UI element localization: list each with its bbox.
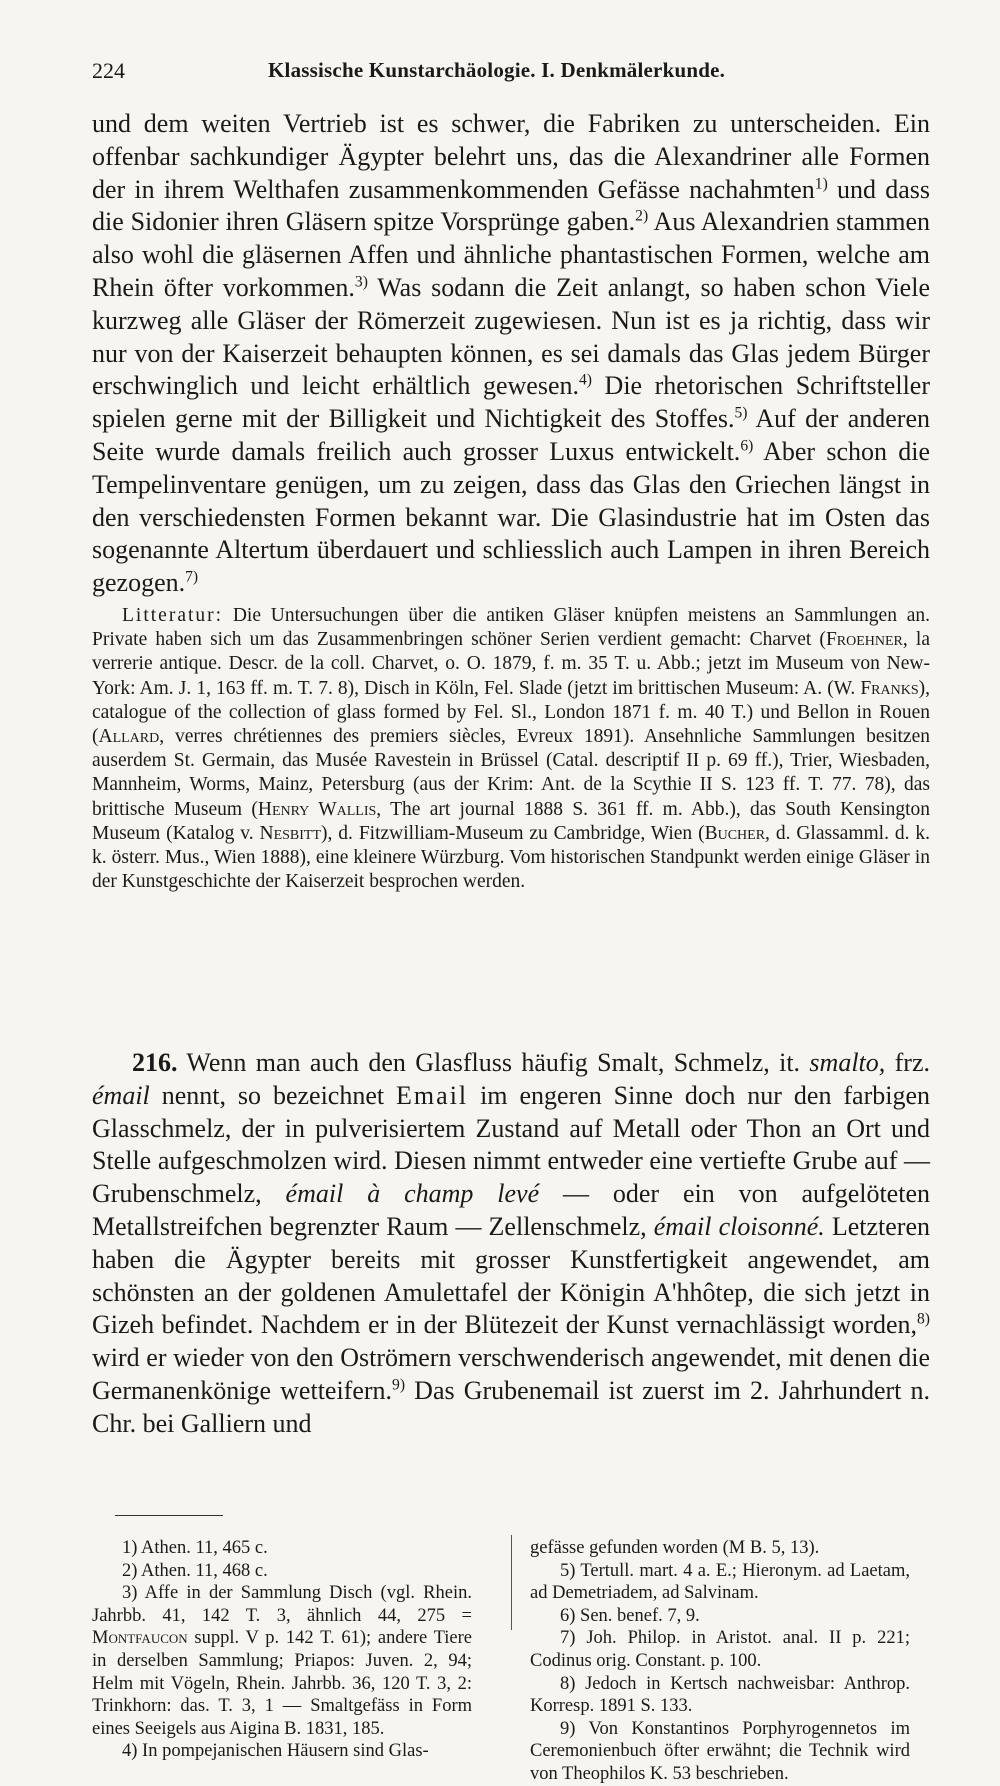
text-segment: , The art journal 1888 S. 361 ff. m. Abb.), das South Kensington Museum (Katalog v. xyxy=(92,798,930,844)
footnote-ref: 4) xyxy=(579,371,592,389)
text-segment: und dem weiten Vertrieb ist es schwer, die Fabriken zu unterscheiden. Ein offenbar sachkundiger Ägypter belehrt uns, das die Alexandriner alle Formen der in ihrem Welthafen zusammenkommenden Gefässe nachahmten xyxy=(92,109,930,204)
text-segment: Letzteren haben die Ägypter bereits mit grosser Kunstfertigkeit angewendet, am schönsten an der goldenen Amulettafel der Königin A'hhôtep, die sich jetzt in Gizeh befindet. Nachdem er in der Blütezeit der Kunst vernachlässigt worden, xyxy=(92,1211,930,1340)
footnote-5: 5) Tertull. mart. 4 a. E.; Hieronym. ad Laetam, ad Demetriadem, ad Salvinam. xyxy=(530,1560,910,1604)
footnote-8: 8) Jedoch in Kertsch nachweisbar: Anthrop. Korresp. 1891 S. 133. xyxy=(530,1673,910,1717)
footnote-ref: 3) xyxy=(354,273,368,291)
text-segment: , la verrerie antique. Descr. de la coll. Charvet, o. O. 1879, f. m. 35 T. u. Abb.; jetzt im Museum von New-York: Am. J. 1, 163 ff. m. T. 7. 8), Disch in Köln, Fel. Slade (jetzt im brittischen Museum: A. (W. xyxy=(92,629,930,699)
author-name: Henry Wallis xyxy=(257,798,377,820)
footnote-3 xyxy=(92,1582,472,1740)
footnote-ref: 9) xyxy=(392,1376,406,1394)
text-segment: ), catalogue of the collection of glass formed by Fel. Sl., London 1871 f. m. 40 T.) und Bellon in Rouen ( xyxy=(92,677,930,748)
spaced-term: Email xyxy=(396,1080,469,1110)
column-divider xyxy=(511,1535,512,1630)
footnote-9: 9) Von Konstantinos Porphyrogennetos im Ceremonienbuch öfter erwähnt; die Technik wird von Theophilos K. 53 beschrieben. xyxy=(530,1718,910,1784)
text-segment: wird er wieder von den Oströmern verschwenderisch angewendet, mit denen die Germanenkönige wetteifern. xyxy=(92,1343,930,1405)
text-segment: 3) Affe in der Sammlung Disch (vgl. Rhein. Jahrbb. 41, 142 T. 3, ähnlich 44, 275 = xyxy=(92,1583,472,1626)
section-216 xyxy=(92,1047,930,1441)
text-segment: — oder ein von aufgelöteten Metallstreifchen begrenzter Raum — Zellenschmelz, xyxy=(92,1179,930,1241)
main-paragraph xyxy=(92,108,930,600)
footnote-4: 4) In pompejanischen Häusern sind Glas- xyxy=(122,1741,429,1762)
footnotes-left-column xyxy=(92,1537,472,1763)
italic-term: émail à champ levé xyxy=(285,1179,540,1209)
footnote-ref: 2) xyxy=(635,207,649,225)
running-title: Klassische Kunstarchäologie. I. Denkmälerkunde. xyxy=(268,58,726,82)
text-segment: Das Grubenemail ist zuerst im 2. Jahrhundert n. Chr. bei Galliern und xyxy=(92,1375,930,1438)
footnote-1: 1) Athen. 11, 465 c. xyxy=(122,1538,268,1558)
section-number: 216. xyxy=(132,1048,178,1077)
page-number: 224 xyxy=(92,58,125,83)
text-segment: Aber schon die Tempelinventare genügen, um zu zeigen, dass das Glas den Griechen längst in den verschiedensten Formen bekannt war. Die Glasindustrie hat im Osten das sogenannte Altertum überdauert und schliesslich auch Lampen in ihren Bereich gezogen. xyxy=(92,436,930,598)
author-name: Froehner xyxy=(825,629,903,651)
author-name: Allard xyxy=(98,726,160,748)
text-segment: im engeren Sinne doch nur den farbigen Glasschmelz, der in pulverisiertem Zustand auf Metall oder Thon an Ort und Stelle aufgeschmolzen wird. Diesen nimmt entweder eine vertiefte Grube auf — Grubenschmelz, xyxy=(92,1080,931,1209)
literature-note xyxy=(92,604,930,894)
author-name: Bucher xyxy=(704,822,766,844)
author-name: Nesbitt xyxy=(259,822,322,844)
literature-label: Litteratur: xyxy=(122,605,224,626)
text-segment: Aus Alexandrien stammen also wohl die gläsernen Affen und ähnliche phantastischen Formen, welche am Rhein öfter vorkommen. xyxy=(92,207,930,302)
text-segment: und dass die Sidonier ihren Gläsern spitze Vorsprünge gaben. xyxy=(92,174,930,237)
italic-term: smalto, xyxy=(809,1048,886,1077)
text-segment: , d. Glassamml. d. k. k. österr. Mus., Wien 1888), eine kleinere Würzburg. Vom historischen Standpunkt werden einige Gläser in der Kunstgeschichte der Kaiserzeit besprochen werden. xyxy=(92,822,930,893)
footnote-7: 7) Joh. Philop. in Aristot. anal. II p. 221; Codinus orig. Constant. p. 100. xyxy=(530,1628,910,1671)
footnote-ref: 6) xyxy=(740,437,754,455)
text-segment: Auf der anderen Seite wurde damals freilich auch grosser Luxus entwickelt. xyxy=(92,404,930,466)
text-segment: Die rhetorischen Schriftsteller spielen gerne mit der Billigkeit und Nichtigkeit des Stoffes. xyxy=(92,371,930,434)
footnotes-right-column xyxy=(530,1537,910,1786)
text-segment: suppl. V p. 142 T. 61); andere Tiere in derselben Sammlung; Priapos: Juven. 2, 94; Helm mit Vögeln, Rhein. Jahrbb. 36, 120 T. 3, 2: Trinkhorn: das. T. 3, 1 — Smaltgefäss in Form eines Seeigels aus Aigina B. 1831, 185. xyxy=(92,1628,472,1739)
footnote-ref: 8) xyxy=(917,1310,930,1328)
author-name: Franks xyxy=(860,677,919,699)
text-segment: nennt, so bezeichnet xyxy=(149,1080,397,1110)
footnote-4-continued: gefässe gefunden worden (M B. 5, 13). xyxy=(530,1538,820,1558)
page-header xyxy=(92,58,922,90)
text-segment: frz. xyxy=(885,1048,930,1077)
italic-term: émail xyxy=(92,1080,150,1110)
footnote-separator xyxy=(115,1515,223,1516)
text-segment: ), d. Fitzwilliam-Museum zu Cambridge, Wien ( xyxy=(321,822,705,844)
footnote-6: 6) Sen. benef. 7, 9. xyxy=(560,1605,700,1626)
footnote-2: 2) Athen. 11, 468 c. xyxy=(122,1560,268,1581)
author-name: Montfaucon xyxy=(92,1628,188,1649)
footnote-ref: 7) xyxy=(185,568,199,586)
text-segment: Was sodann die Zeit anlangt, so haben schon Viele kurzweg alle Gläser der Römerzeit zugewiesen. Nun ist es ja richtig, dass wir nur von der Kaiserzeit behaupten können, es sei damals das Glas jedem Bürger erschwinglich und leicht erhältlich gewesen. xyxy=(92,272,930,401)
footnote-ref: 5) xyxy=(734,404,748,422)
text-segment: , verres chrétiennes des premiers siècles, Evreux 1891). Ansehnliche Sammlungen besitzen auserdem St. Germain, das Musée Ravestein in Brüssel (Catal. descriptif II p. 69 ff.), Trier, Wiesbaden, Mannheim, Worms, Mainz, Petersburg (aus der Krim: Ant. de la Scythie II S. 123 ff. T. 77. 78), das brittische Museum ( xyxy=(92,726,930,820)
text-segment: Die Untersuchungen über die antiken Gläser knüpfen meistens an Sammlungen an. Private haben sich um das Zusammenbringen schöner Serien verdient gemacht: Charvet ( xyxy=(92,605,930,651)
text-segment: Wenn man auch den Glasfluss häufig Smalt, Schmelz, it. xyxy=(177,1048,810,1077)
footnote-ref: 1) xyxy=(814,174,828,192)
italic-term: émail cloisonné. xyxy=(653,1211,825,1241)
